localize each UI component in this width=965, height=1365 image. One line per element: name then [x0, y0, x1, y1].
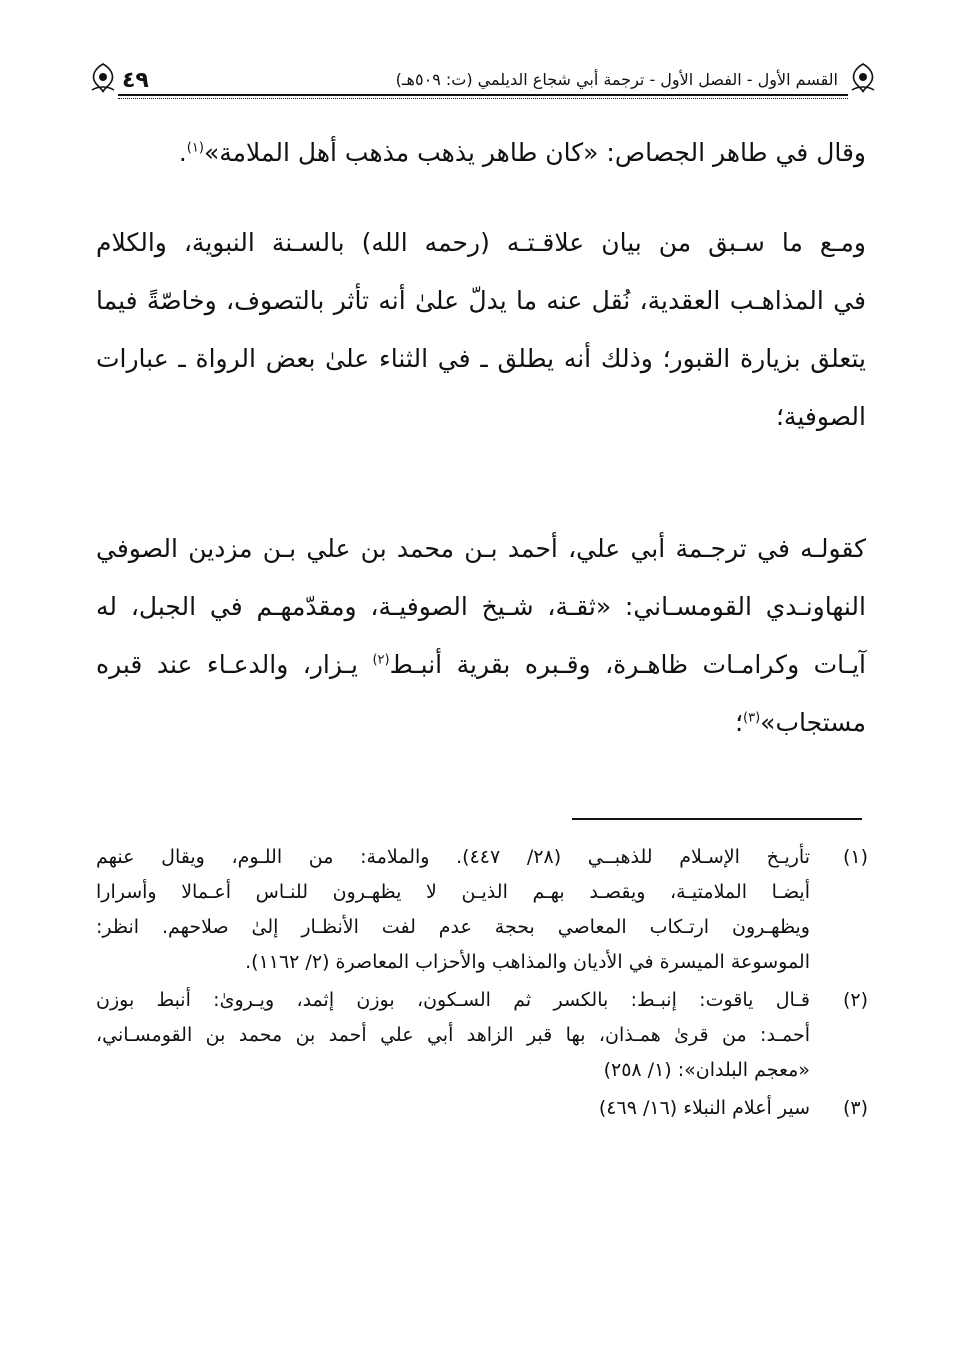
floral-ornament-icon	[88, 62, 118, 94]
paragraph-3	[96, 520, 866, 752]
header-rule-dotted	[118, 98, 848, 99]
text-run: يـزار، والدعـاء عند قبره	[96, 650, 373, 679]
paragraph-2	[96, 214, 866, 446]
text-run: مستجاب»	[760, 708, 866, 737]
footnote-separator	[572, 818, 862, 820]
footnote-line: أيضـا الملامتيـة، ويقصـد بهـم الذيـن لا يظهـرون للنـاس أعـمالا وأسرارا	[96, 881, 810, 903]
text-line: ومـع ما سـبق من بيان علاقـتـه (رحمه الله) بالسـنة النبوية، والكلام	[96, 228, 866, 257]
text-line: كقولـه في ترجـمة أبي علي، أحمد بـن محمد بن علي بـن مزدين الصوفي	[96, 534, 866, 563]
footnote-line: «معجم البلدان»: (١/ ٢٥٨)	[603, 1059, 810, 1081]
footnote-marker: (٣)	[842, 1097, 868, 1119]
text-line: في المذاهـب العقدية، نُقل عنه ما يدلّ علىٰ أنه تأثر بالتصوف، وخاصّةً فيما	[96, 286, 866, 315]
text-run: آيـات وكرامـات ظاهـرة، وقـبره بقرية أنبـط	[389, 650, 867, 679]
text-line: النهاونـدي القومسـاني: «ثقـة، شـيخ الصوفيـة، ومقدّمهـم في الجبل، له	[96, 592, 866, 621]
footnote-line: سير أعلام النبلاء (١٦/ ٤٦٩)	[598, 1097, 810, 1119]
text-line: الصوفية؛	[775, 402, 866, 431]
footnotes	[96, 840, 868, 1129]
footnote-ref[interactable]: (١)	[186, 140, 204, 156]
footnote-ref[interactable]: (٣)	[743, 710, 761, 726]
page-number: ٤٩	[122, 68, 149, 93]
floral-ornament-icon	[848, 62, 878, 94]
text-line	[96, 124, 866, 182]
footnote-line: ويظهـرون ارتـكاب المعاصي بحجة عدم لفت الأنظـار إلىٰ صلاحهم. انظر:	[96, 916, 810, 938]
paragraph-1	[96, 124, 866, 182]
text-run: .	[178, 138, 187, 167]
footnote-line: الموسوعة الميسرة في الأديان والمذاهب والأحزاب المعاصرة (٢/ ١١٦٢).	[245, 951, 810, 973]
footnote-1	[96, 840, 868, 980]
footnote-line: تأريـخ الإسـلام للذهبــي (٢٨/ ٤٤٧). والملامة: من اللـوم، ويقال عنهم	[96, 846, 810, 868]
footnote-line: قـال ياقوت: إنبـط: بالكسر ثم السـكون، بوزن إثمد، ويـرویٰ: أنبط بوزن	[96, 989, 810, 1011]
text-run: وقال في طاهر الجصاص: «كان طاهر يذهب مذهب أهل الملامة»	[203, 138, 866, 167]
running-header-title: القسم الأول - الفصل الأول - ترجمة أبي شجاع الديلمي (ت: ٥٠٩هـ)	[395, 70, 838, 89]
running-header	[88, 60, 878, 100]
footnote-marker: (٢)	[842, 989, 868, 1011]
footnote-marker: (١)	[842, 846, 868, 868]
footnote-3	[96, 1091, 868, 1126]
footnote-line: أحمـد: من قرىٰ همـذان، بها قبر الزاهد أبي علي أحمد بن محمد بن القومسـاني،	[96, 1024, 810, 1046]
text-line: يتعلق بزيارة القبور؛ وذلك أنه يطلق ـ في الثناء علىٰ بعض الرواة ـ عبارات	[96, 344, 866, 373]
header-rule	[118, 94, 848, 96]
footnote-2	[96, 983, 868, 1088]
text-line	[96, 694, 866, 752]
footnote-ref[interactable]: (٢)	[372, 652, 390, 668]
text-run: ؛	[735, 708, 744, 737]
text-line	[96, 636, 866, 694]
